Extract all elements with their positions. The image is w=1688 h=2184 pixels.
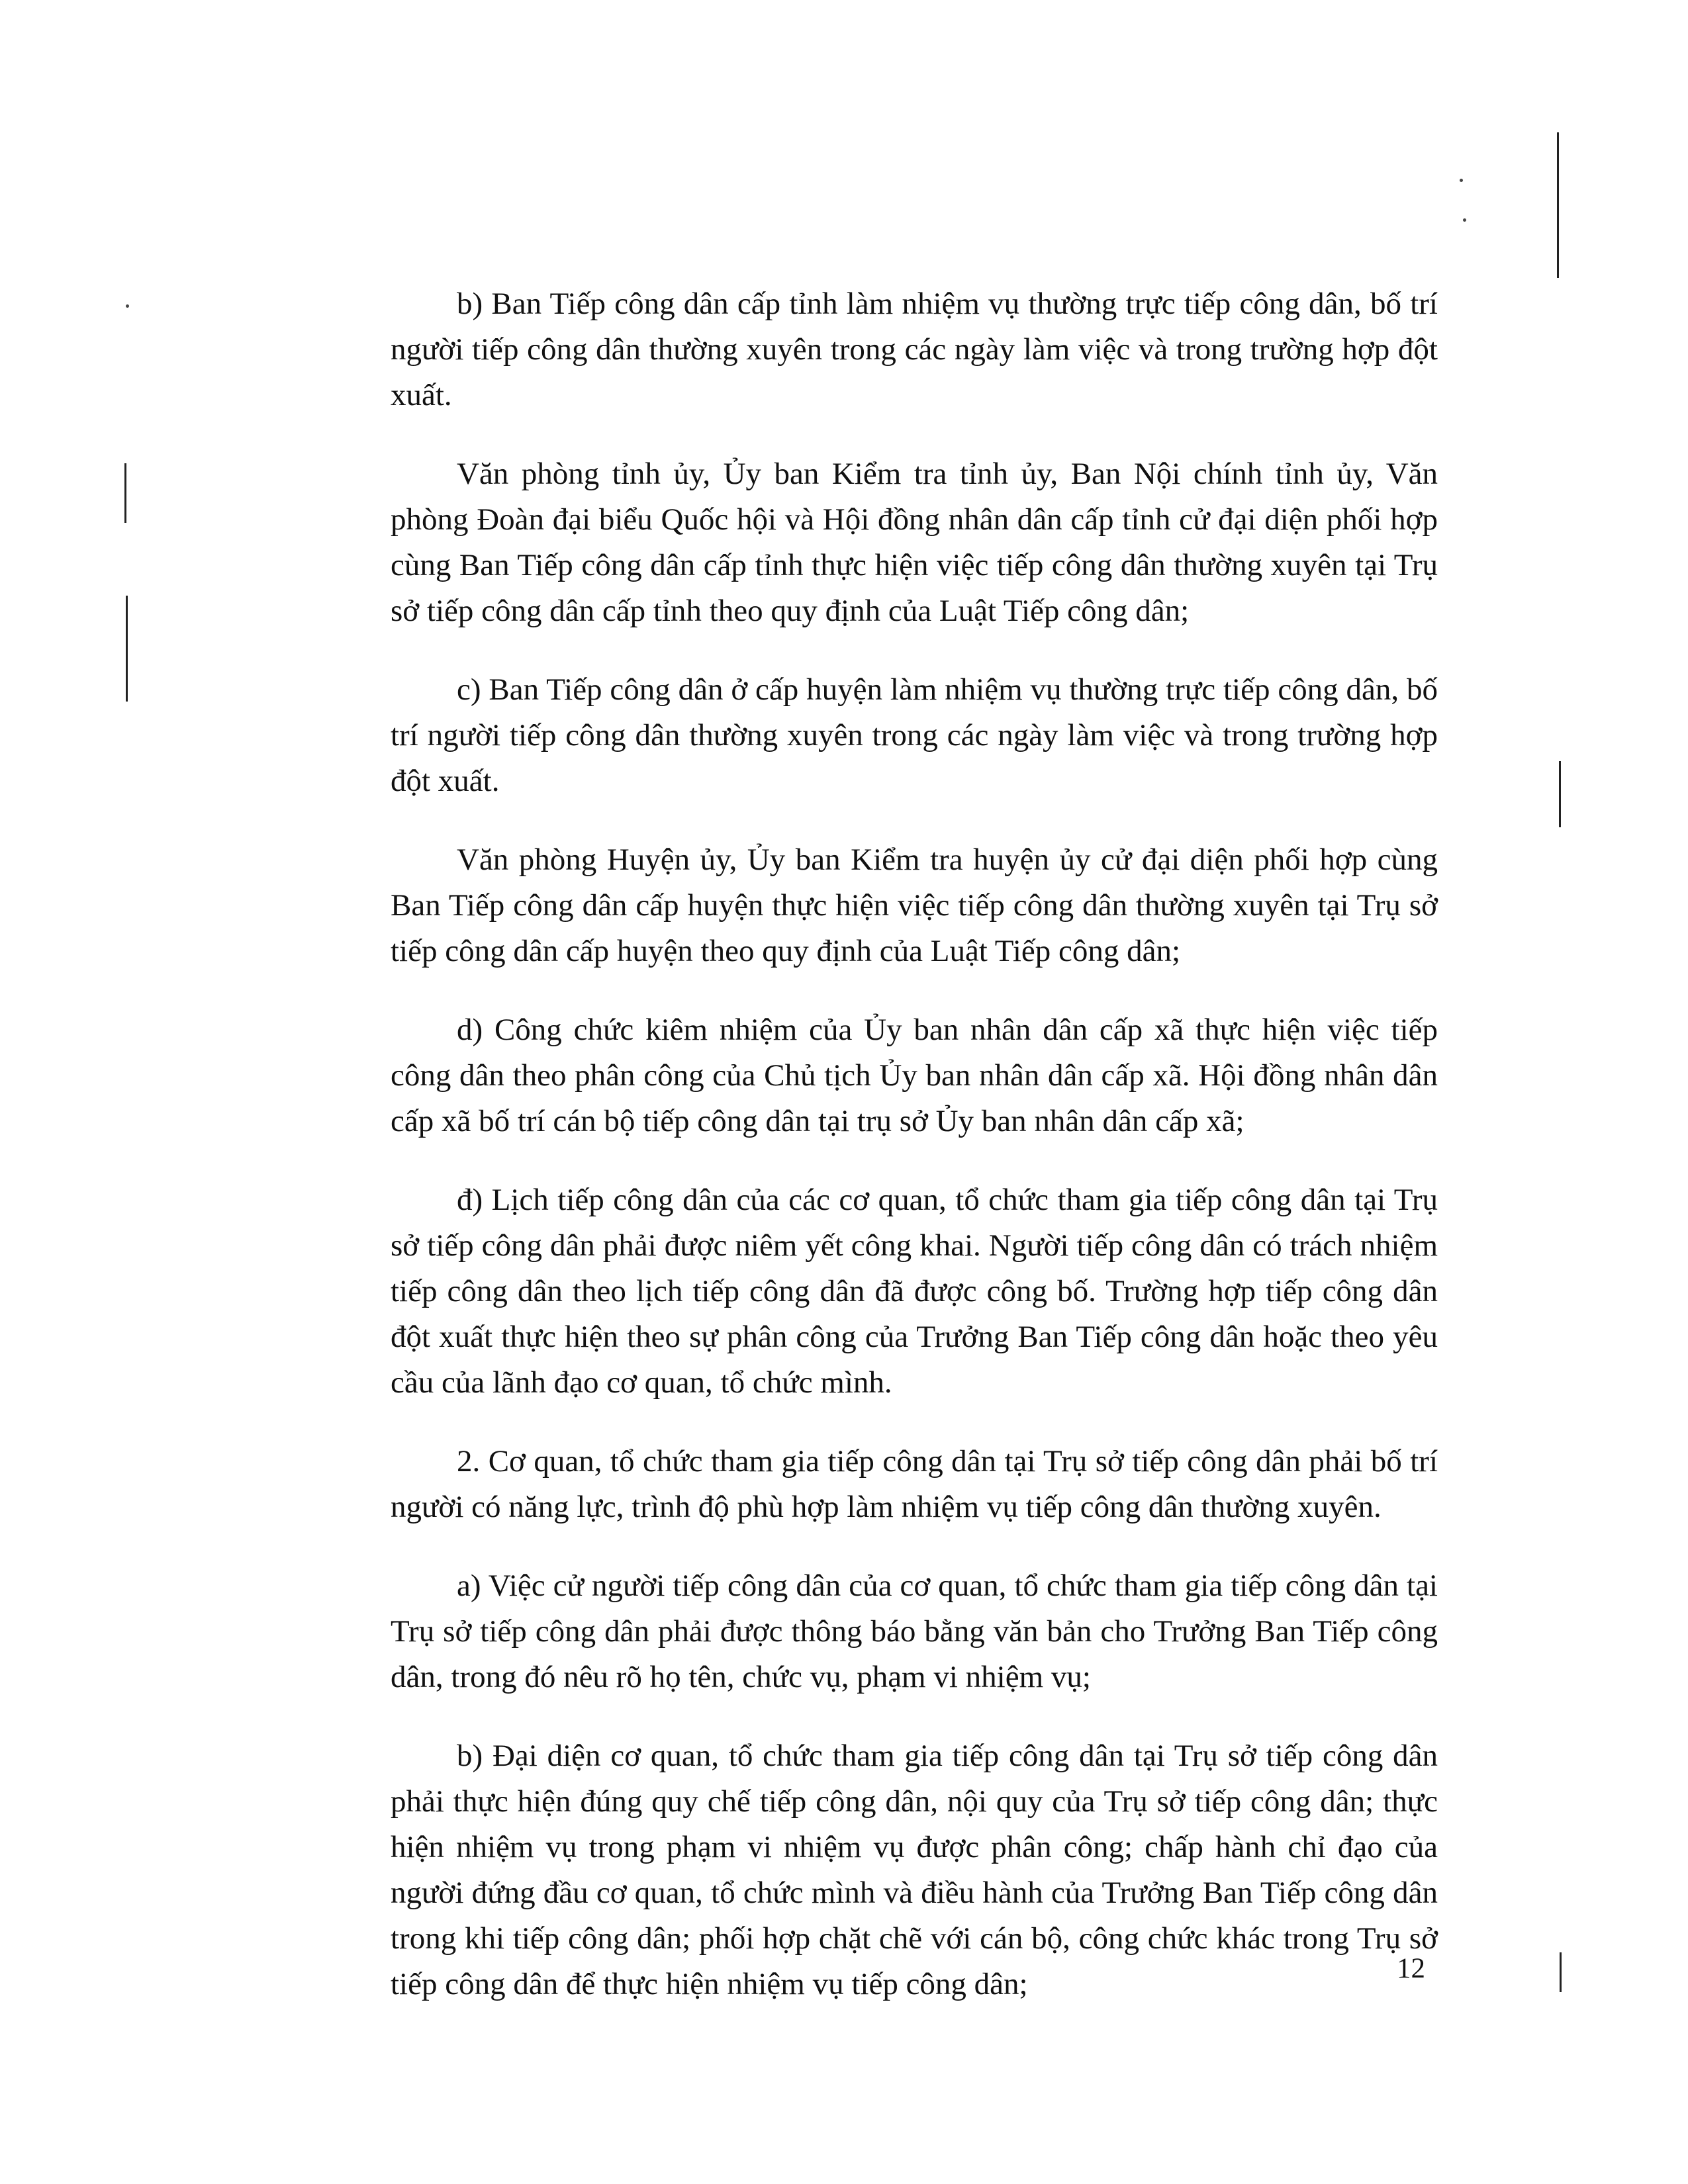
- scan-speck: [126, 304, 129, 308]
- paragraph: b) Ban Tiếp công dân cấp tỉnh làm nhiệm vụ thường trực tiếp công dân, bố trí người tiếp công dân thường xuyên trong các ngày làm việc và trong trường hợp đột xuất.: [391, 287, 1438, 412]
- scan-speck: [1460, 179, 1463, 182]
- paragraph: Văn phòng Huyện ủy, Ủy ban Kiểm tra huyện ủy cử đại diện phối hợp cùng Ban Tiếp công dân cấp huyện thực hiện việc tiếp công dân thường xuyên tại Trụ sở tiếp công dân cấp huyện theo quy định của Luật Tiếp công dân;: [391, 842, 1438, 968]
- paragraph: d) Công chức kiêm nhiệm của Ủy ban nhân dân cấp xã thực hiện việc tiếp công dân theo phân công của Chủ tịch Ủy ban nhân dân cấp xã. Hội đồng nhân dân cấp xã bố trí cán bộ tiếp công dân tại trụ sở Ủy ban nhân dân cấp xã;: [391, 1013, 1438, 1138]
- page-number: 12: [1397, 1953, 1425, 1984]
- scan-edge-mark: [126, 596, 128, 702]
- paragraph: đ) Lịch tiếp công dân của các cơ quan, tổ chức tham gia tiếp công dân tại Trụ sở tiếp công dân phải được niêm yết công khai. Người tiếp công dân có trách nhiệm tiếp công dân theo lịch tiếp công dân đã được công bố. Trường hợp tiếp công dân đột xuất thực hiện theo sự phân công của Trưởng Ban Tiếp công dân hoặc theo yêu cầu của lãnh đạo cơ quan, tổ chức mình.: [391, 1183, 1438, 1400]
- paragraph: b) Đại diện cơ quan, tổ chức tham gia tiếp công dân tại Trụ sở tiếp công dân phải thực hiện đúng quy chế tiếp công dân, nội quy của Trụ sở tiếp công dân; thực hiện nhiệm vụ trong phạm vi nhiệm vụ được phân công; chấp hành chỉ đạo của người đứng đầu cơ quan, tổ chức mình và điều hành của Trưởng Ban Tiếp công dân trong khi tiếp công dân; phối hợp chặt chẽ với cán bộ, công chức khác trong Trụ sở tiếp công dân để thực hiện nhiệm vụ tiếp công dân;: [391, 1739, 1438, 2001]
- scan-speck: [1463, 218, 1466, 222]
- document-body: [391, 281, 1438, 2040]
- scan-edge-mark: [1560, 1952, 1562, 1992]
- scan-edge-mark: [1559, 761, 1561, 827]
- paragraph: c) Ban Tiếp công dân ở cấp huyện làm nhiệm vụ thường trực tiếp công dân, bố trí người tiếp công dân thường xuyên trong các ngày làm việc và trong trường hợp đột xuất.: [391, 672, 1438, 798]
- scan-edge-mark: [124, 463, 126, 523]
- paragraph: 2. Cơ quan, tổ chức tham gia tiếp công dân tại Trụ sở tiếp công dân phải bố trí người có năng lực, trình độ phù hợp làm nhiệm vụ tiếp công dân thường xuyên.: [391, 1444, 1438, 1524]
- paragraph: Văn phòng tỉnh ủy, Ủy ban Kiểm tra tỉnh ủy, Ban Nội chính tỉnh ủy, Văn phòng Đoàn đại biểu Quốc hội và Hội đồng nhân dân cấp tỉnh cử đại diện phối hợp cùng Ban Tiếp công dân cấp tỉnh thực hiện việc tiếp công dân thường xuyên tại Trụ sở tiếp công dân cấp tỉnh theo quy định của Luật Tiếp công dân;: [391, 457, 1438, 628]
- scan-edge-mark: [1557, 132, 1559, 278]
- paragraph: a) Việc cử người tiếp công dân của cơ quan, tổ chức tham gia tiếp công dân tại Trụ sở tiếp công dân phải được thông báo bằng văn bản cho Trưởng Ban Tiếp công dân, trong đó nêu rõ họ tên, chức vụ, phạm vi nhiệm vụ;: [391, 1569, 1438, 1694]
